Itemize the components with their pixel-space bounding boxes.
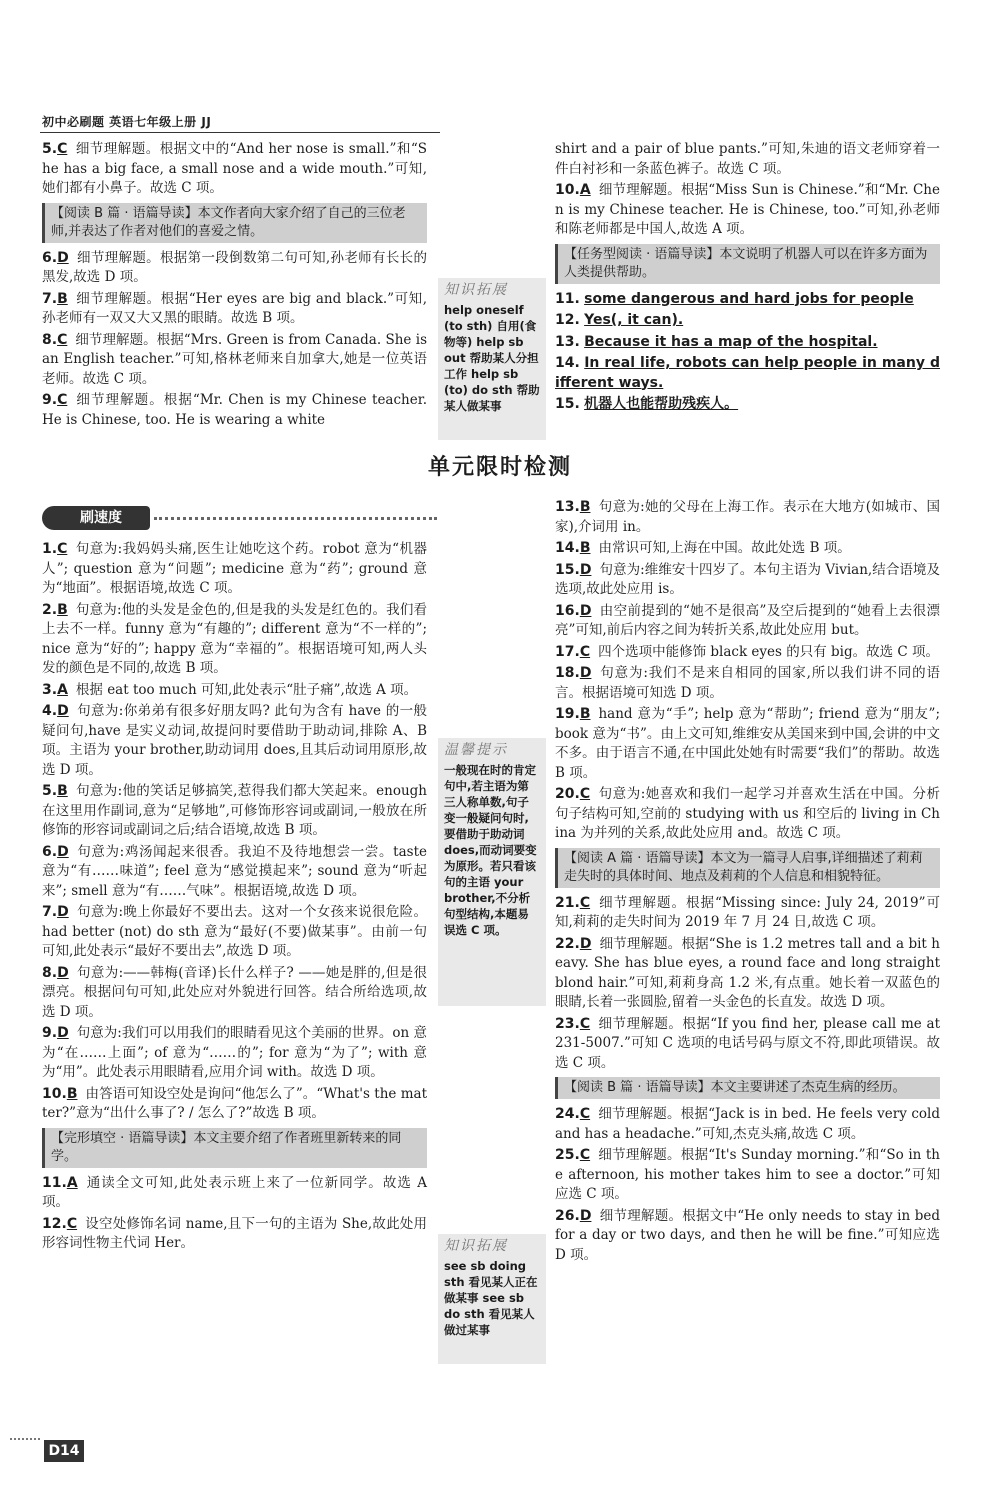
answer-item: 6.D 细节理解题。根据第一段倒数第二句可知,孙老师有长长的黑发,故选 D 项。: [42, 249, 427, 285]
answer-item: 22.D 细节理解题。根据“She is 1.2 metres tall and a bit heavy. She has blue eyes, a round face and long straight blond hair.”可知,莉莉身高 1.2 米,有点重。她长着一双蓝色的眼睛,长着一张圆脸,留着一头金色的长直发。故选 D 项。: [555, 935, 940, 1010]
reading-guide: 【阅读 B 篇 · 语篇导读】本文主要讲述了杰克生病的经历。: [555, 1077, 940, 1099]
dotted-rule: [154, 517, 437, 520]
bottom-right-column: [555, 498, 940, 1267]
answer-item: 14.B 由常识可知,上海在中国。故此处选 B 项。: [555, 540, 851, 556]
answer-item: 19.B hand 意为“手”; help 意为“帮助”; friend 意为“朋友”; book 意为“书”。由上文可知,维维安从美国来到中国,会讲的中文不多。由于语言不通,在中国此处她有时需要“我们”的帮助。故选 B 项。: [555, 706, 940, 781]
answer-item: 6.D 句意为:鸡汤闻起来很香。我迫不及待地想尝一尝。taste 意为“有……味道”; feel 意为“感觉摸起来”; sound 意为“听起来”; smell 意为“有……气味”。根据语境,故选 D 项。: [42, 843, 427, 899]
answer-item: 23.C 细节理解题。根据“If you find her, please call me at 231-5007.”可知 C 选项的电话号码与原文不符,即此项错误。故选 C 项。: [555, 1015, 940, 1071]
knowledge-sidebar: 知识拓展 help oneself (to sth) 自用(食物等) help sb out 帮助某人分担工作 help sb (to) do sth 帮助某人做某事: [438, 278, 546, 440]
task-answer: 11. some dangerous and hard jobs for people: [555, 290, 914, 307]
answer-item: 3.A 根据 eat too much 可知,此处表示“肚子痛”,故选 A 项。: [42, 681, 418, 698]
task-answer: 14. In real life, robots can help people in many different ways.: [555, 355, 940, 391]
answer-item: 16.D 由空前提到的“她不是很高”及空后提到的“她看上去很漂亮”可知,前后内容之间为转折关系,故此处应用 but。: [555, 602, 940, 638]
answer-item: 10.B 由答语可知设空处是询问“他怎么了”。“What's the matter?”意为“出什么事了? / 怎么了?”故选 B 项。: [42, 1085, 427, 1121]
reading-guide: 【任务型阅读 · 语篇导读】本文说明了机器人可以在许多方面为人类提供帮助。: [555, 244, 940, 284]
answer-item: 4.D 句意为:你弟弟有很多好朋友吗? 此句为含有 have 的一般疑问句,have 是实义动词,故提问时要借助于助动词,排除 A、B 项。主语为 your brother,助动词用 does,且其后动词用原形,故选 D 项。: [42, 703, 427, 778]
tips-sidebar: 温馨提示 一般现在时的肯定句中,若主语为第三人称单数,句子变一般疑问句时,要借助于助动词 does,而动词要变为原形。若只看该句的主语 your brother,不分析句型结构,本题易误选 C 项。: [438, 738, 546, 1006]
top-right-column: [555, 140, 940, 417]
speed-badge: 刷速度: [42, 506, 150, 530]
section-title: 单元限时检测: [427, 455, 572, 480]
answer-item: 7.D 句意为:晚上你最好不要出去。这对一个女孩来说很危险。had better (not) do sth 意为“最好(不要)做某事”。由前一句可知,此处表示“最好不要出去”,故选 D 项。: [42, 904, 427, 959]
answer-item: 9.D 句意为:我们可以用我们的眼睛看见这个美丽的世界。on 意为“在……上面”; of 意为“……的”; for 意为“为了”; with 意为“用”。此处表示用眼睛看,应用介词 with。故选 D 项。: [42, 1025, 427, 1080]
page-header: 初中必刷题 英语七年级上册 JJ: [42, 115, 212, 129]
answer-item: 8.C 细节理解题。根据“Mrs. Green is from Canada. She is an English teacher.”可知,格林老师来自加拿大,她是一位英语老师。故选 C 项。: [42, 331, 427, 387]
knowledge-sidebar-2: 知识拓展 see sb doing sth 看见某人正在做某事 see sb do sth 看见某人做过某事: [438, 1234, 546, 1364]
answer-item: 18.D 句意为:我们不是来自相同的国家,所以我们讲不同的语言。根据语境可知选 D 项。: [555, 665, 940, 701]
answer-item: 7.B 细节理解题。根据“Her eyes are big and black.”可知,孙老师有一双又大又黑的眼睛。故选 B 项。: [42, 290, 427, 326]
answer-item: 15.D 句意为:维维安十四岁了。本句主语为 Vivian,结合语境及选项,故此处应用 is。: [555, 561, 940, 597]
page-number: D14: [44, 1440, 84, 1462]
task-answer: 13. Because it has a map of the hospital.: [555, 333, 878, 350]
answer-item: 5.B 句意为:他的笑话足够搞笑,惹得我们都大笑起来。enough 在这里用作副词,意为“足够地”,可修饰形容词或副词,一般放在所修饰的形容词或副词之后;结合语境,故选 B 项。: [42, 783, 427, 838]
answer-item: 20.C 句意为:她喜欢和我们一起学习并喜欢生活在中国。分析句子结构可知,空前的 studying with us 和空后的 living in China 为并列的关系,故此处应用 and。故选 C 项。: [555, 786, 940, 841]
answer-item: 24.C 细节理解题。根据“Jack is in bed. He feels very cold and has a headache.”可知,杰克头痛,故选 C 项。: [555, 1106, 940, 1142]
footer-dotted-rule: [10, 1438, 40, 1440]
reading-guide: 【阅读 A 篇 · 语篇导读】本文为一篇寻人启事,详细描述了莉莉走失时的具体时间、地点及莉莉的个人信息和相貌特征。: [555, 848, 940, 888]
answer-item: 10.A 细节理解题。根据“Miss Sun is Chinese.”和“Mr. Chen is my Chinese teacher. He is Chinese, too.”可知,孙老师和陈老师都是中国人,故选 A 项。: [555, 182, 940, 237]
speed-banner: [42, 506, 437, 530]
answer-item: 8.D 句意为:——韩梅(音译)长什么样子? ——她是胖的,但是很漂亮。根据问句可知,此处应对外貌进行回答。结合所给选项,故选 D 项。: [42, 964, 427, 1020]
task-answer: 12. Yes(, it can).: [555, 312, 684, 328]
top-left-column: [42, 140, 427, 432]
answer-item: 13.B 句意为:她的父母在上海工作。表示在大地方(如城市、国家),介词用 in。: [555, 499, 940, 535]
reading-guide: 【阅读 B 篇 · 语篇导读】本文作者向大家介绍了自己的三位老师,并表达了作者对他们的喜爱之情。: [42, 203, 427, 243]
cloze-guide: 【完形填空 · 语篇导读】本文主要介绍了作者班里新转来的同学。: [42, 1128, 427, 1168]
answer-item: 12.C 设空处修饰名词 name,且下一句的主语为 She,故此处用形容词性物主代词 Her。: [42, 1215, 427, 1251]
answer-item: 9.C 细节理解题。根据“Mr. Chen is my Chinese teacher. He is Chinese, too. He is wearing a white: [42, 392, 427, 428]
answer-item: 21.C 细节理解题。根据“Missing since: July 24, 2019”可知,莉莉的走失时间为 2019 年 7 月 24 日,故选 C 项。: [555, 894, 940, 930]
answer-item: 26.D 细节理解题。根据文中“He only needs to stay in bed for a day or two days, and then he will be fine.”可知应选 D 项。: [555, 1207, 940, 1263]
answer-item: 1.C 句意为:我妈妈头痛,医生让她吃这个药。robot 意为“机器人”; question 意为“问题”; medicine 意为“药”; ground 意为“地面”。根据语境,故选 C 项。: [42, 541, 427, 596]
answer-item: 17.C 四个选项中能修饰 black eyes 的只有 big。故选 C 项。: [555, 643, 940, 660]
answer-item: 2.B 句意为:他的头发是金色的,但是我的头发是红色的。我们看上去不一样。funny 意为“有趣的”; different 意为“不一样的”; nice 意为“好的”; happy 意为“幸福的”。根据语境可知,两人头发的颜色是不同的,故选 B 项。: [42, 601, 427, 676]
answer-item: 25.C 细节理解题。根据“It's Sunday morning.”和“So in the afternoon, his mother takes him to see a doctor.”可知应选 C 项。: [555, 1147, 940, 1202]
answer-continuation: shirt and a pair of blue pants.”可知,朱迪的语文老师穿着一件白衬衫和一条蓝色裤子。故选 C 项。: [555, 141, 940, 177]
answer-item: 11.A 通读全文可知,此处表示班上来了一位新同学。故选 A 项。: [42, 1174, 427, 1210]
header-divider: [40, 132, 440, 133]
answer-item: 5.C 细节理解题。根据文中的“And her nose is small.”和“She has a big face, a small nose and a wide mouth.”可知,她们都有小鼻子。故选 C 项。: [42, 141, 427, 196]
bottom-left-column: [42, 540, 427, 1256]
task-answer: 15. 机器人也能帮助残疾人。: [555, 396, 739, 412]
